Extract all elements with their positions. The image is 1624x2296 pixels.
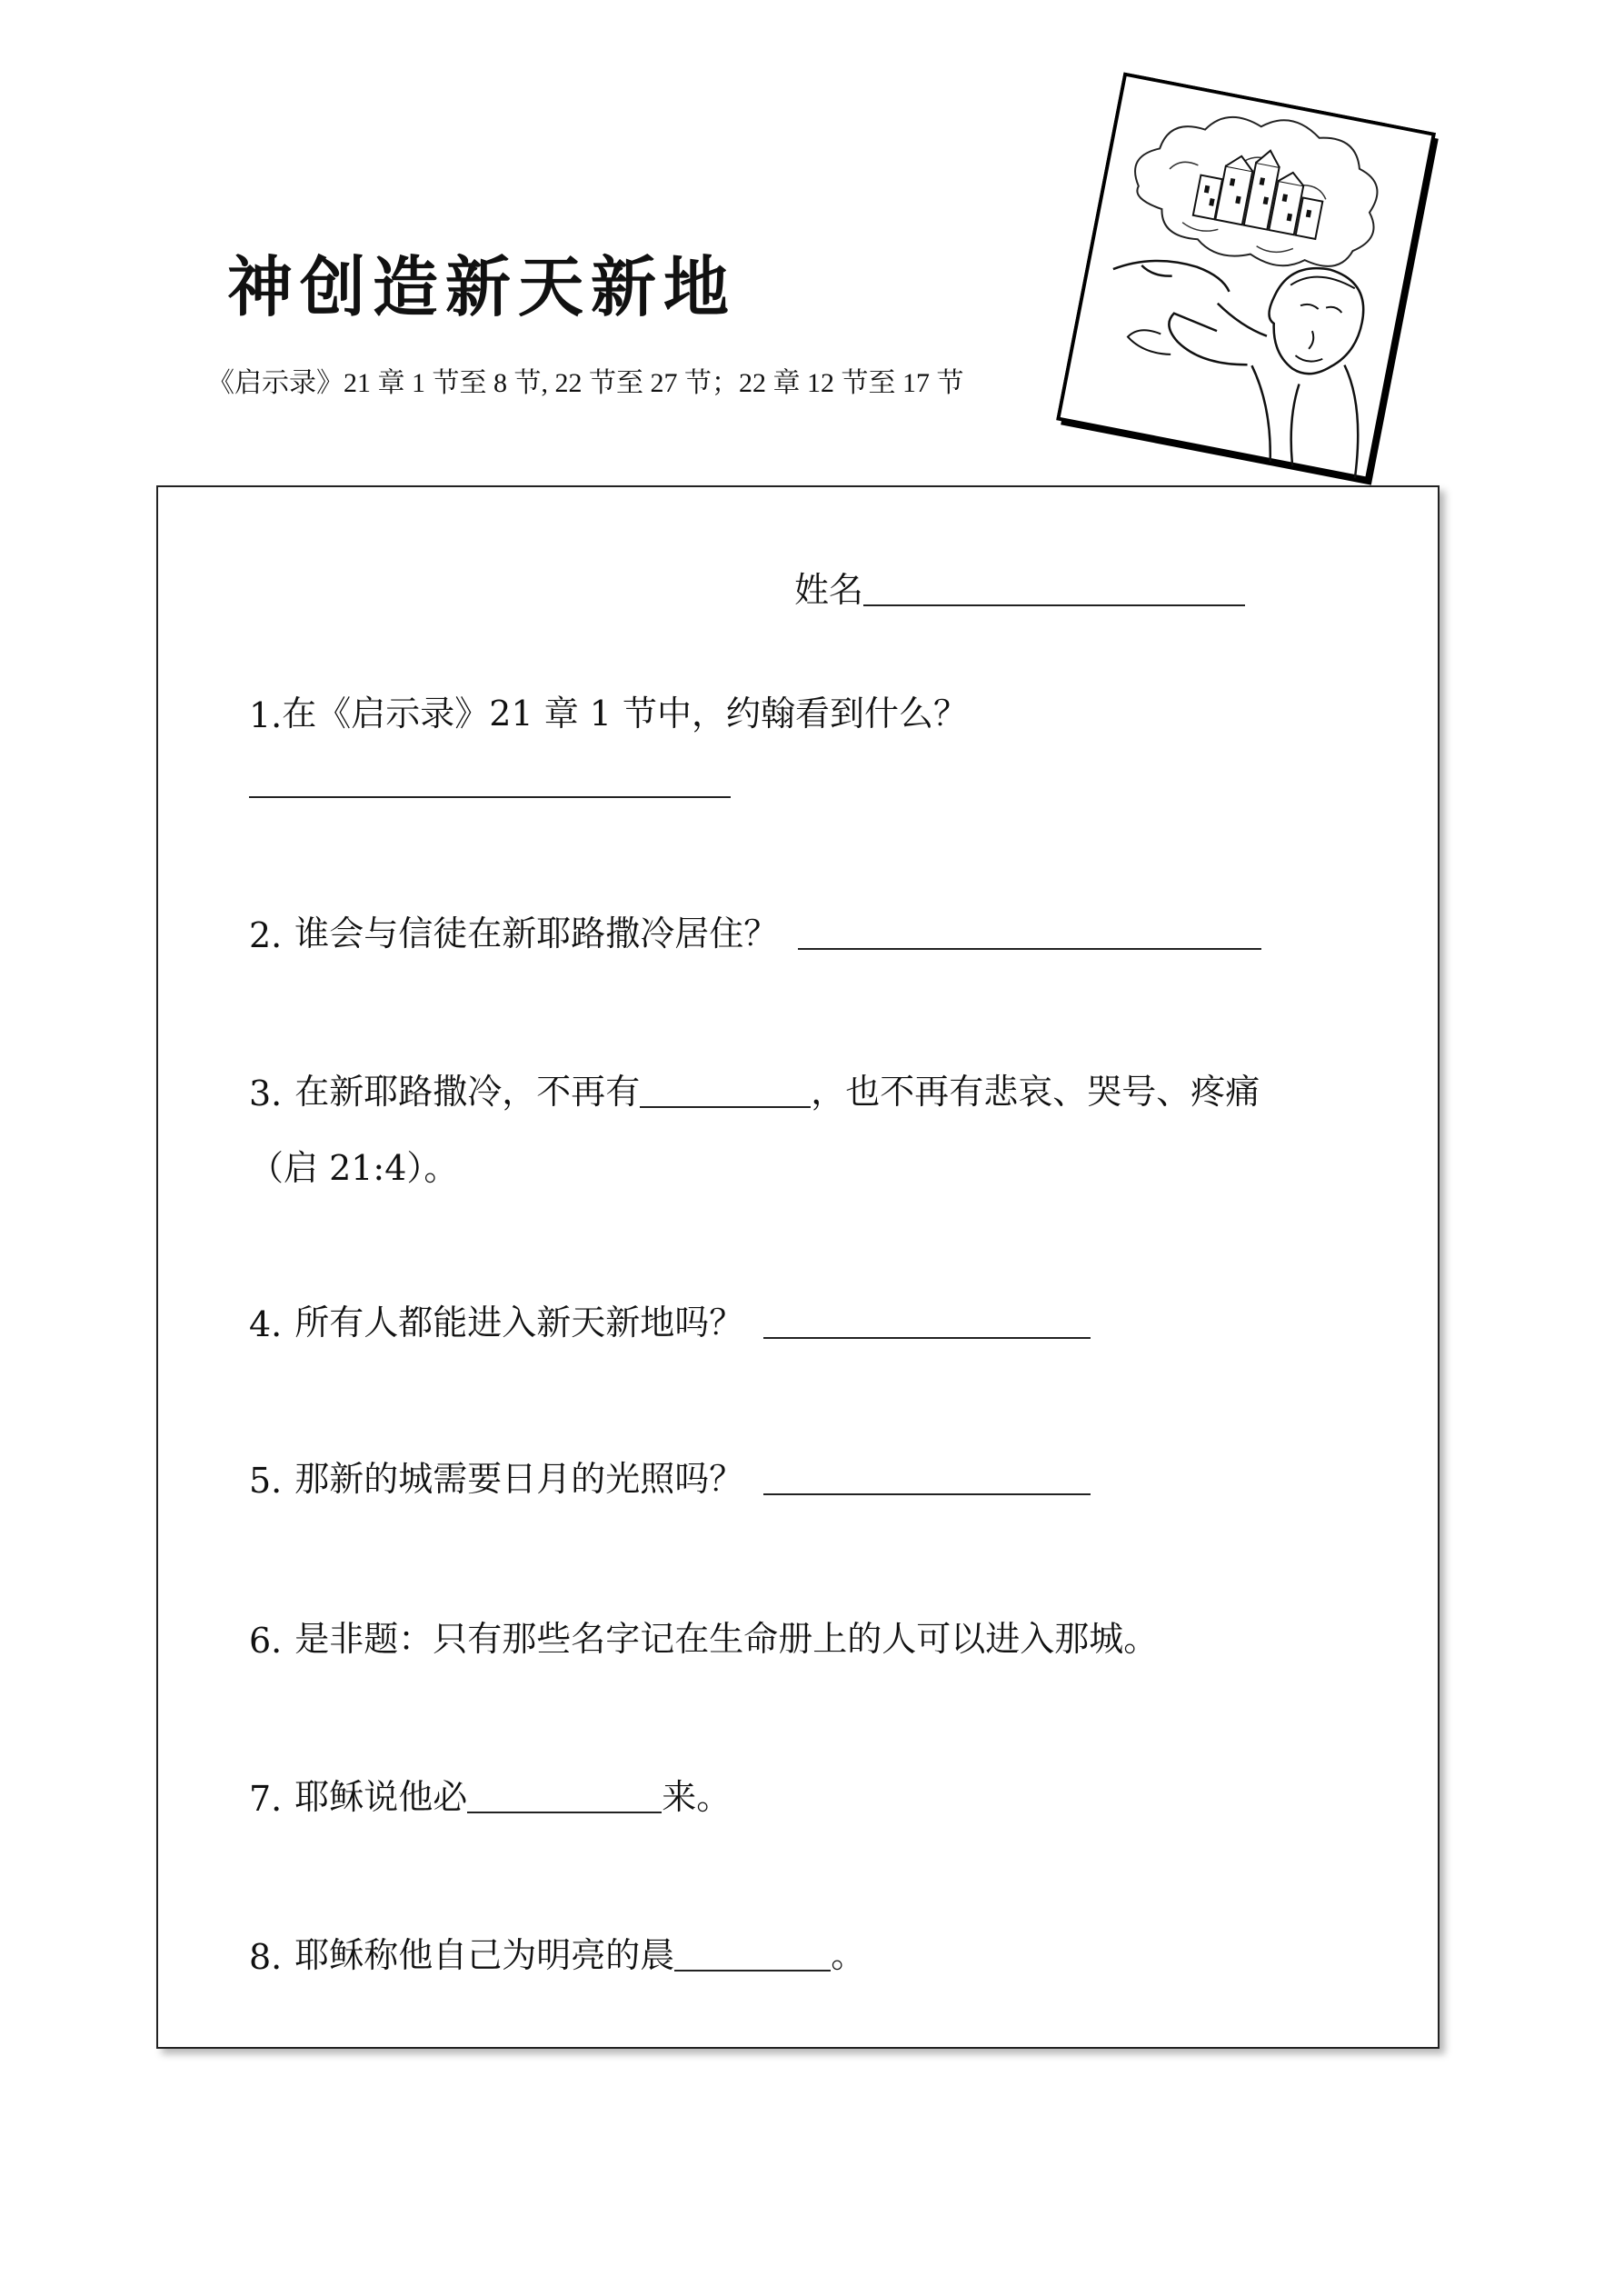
question-number: 5. (249, 1461, 283, 1501)
question-number: 3. (249, 1073, 283, 1113)
answer-8-field[interactable] (674, 1968, 831, 1972)
question-5 (249, 1451, 1091, 1501)
question-number: 6. (249, 1621, 283, 1661)
question-text-before: 耶稣说他必 (294, 1777, 468, 1817)
question-text: 所有人都能进入新天新地吗？ (294, 1303, 744, 1343)
question-text-before: 在新耶路撒冷，不再有 (294, 1072, 641, 1112)
page-title: 神创造新天新地 (227, 248, 737, 325)
question-8 (249, 1927, 865, 1977)
question-number: 2. (249, 915, 283, 955)
question-4 (249, 1294, 1091, 1344)
question-1 (249, 685, 968, 735)
question-number: 4. (249, 1304, 283, 1344)
answer-7-field[interactable] (467, 1810, 662, 1813)
answer-1-field[interactable] (249, 796, 731, 798)
worksheet-card (156, 485, 1440, 2049)
name-row (794, 562, 1245, 612)
question-text: 那新的城需要日月的光照吗？ (294, 1459, 744, 1499)
question-3 (249, 1063, 1260, 1113)
answer-3-field[interactable] (640, 1104, 811, 1108)
scripture-reference: 《启示录》21 章 1 节至 8 节, 22 节至 27 节；22 章 12 节至 17 节 (207, 368, 964, 398)
question-7 (249, 1769, 731, 1819)
question-number: 7. (249, 1779, 283, 1819)
question-6 (249, 1611, 1158, 1661)
question-text-after: 来。 (662, 1777, 732, 1817)
name-field[interactable] (863, 603, 1245, 606)
question-text: 在《启示录》21 章 1 节中，约翰看到什么？ (282, 694, 969, 734)
question-text-before: 耶稣称他自己为明亮的晨 (294, 1935, 675, 1975)
question-text: 谁会与信徒在新耶路撒冷居住？ (294, 913, 779, 953)
question-number: 1. (249, 695, 283, 735)
answer-4-field[interactable] (763, 1335, 1091, 1339)
answer-2-field[interactable] (798, 946, 1261, 950)
question-text-after: 。 (831, 1935, 866, 1975)
question-text: 是非题：只有那些名字记在生命册上的人可以进入那城。 (294, 1619, 1159, 1659)
name-label: 姓名 (794, 570, 864, 610)
question-2 (249, 905, 1261, 955)
question-number: 8. (249, 1937, 283, 1977)
man-holding-heavenly-city-icon (1054, 72, 1445, 491)
question-3-continued: （启 21:4）。 (249, 1148, 459, 1188)
question-text-after: ，也不再有悲哀、哭号、疼痛 (811, 1072, 1260, 1112)
answer-5-field[interactable] (763, 1492, 1091, 1495)
